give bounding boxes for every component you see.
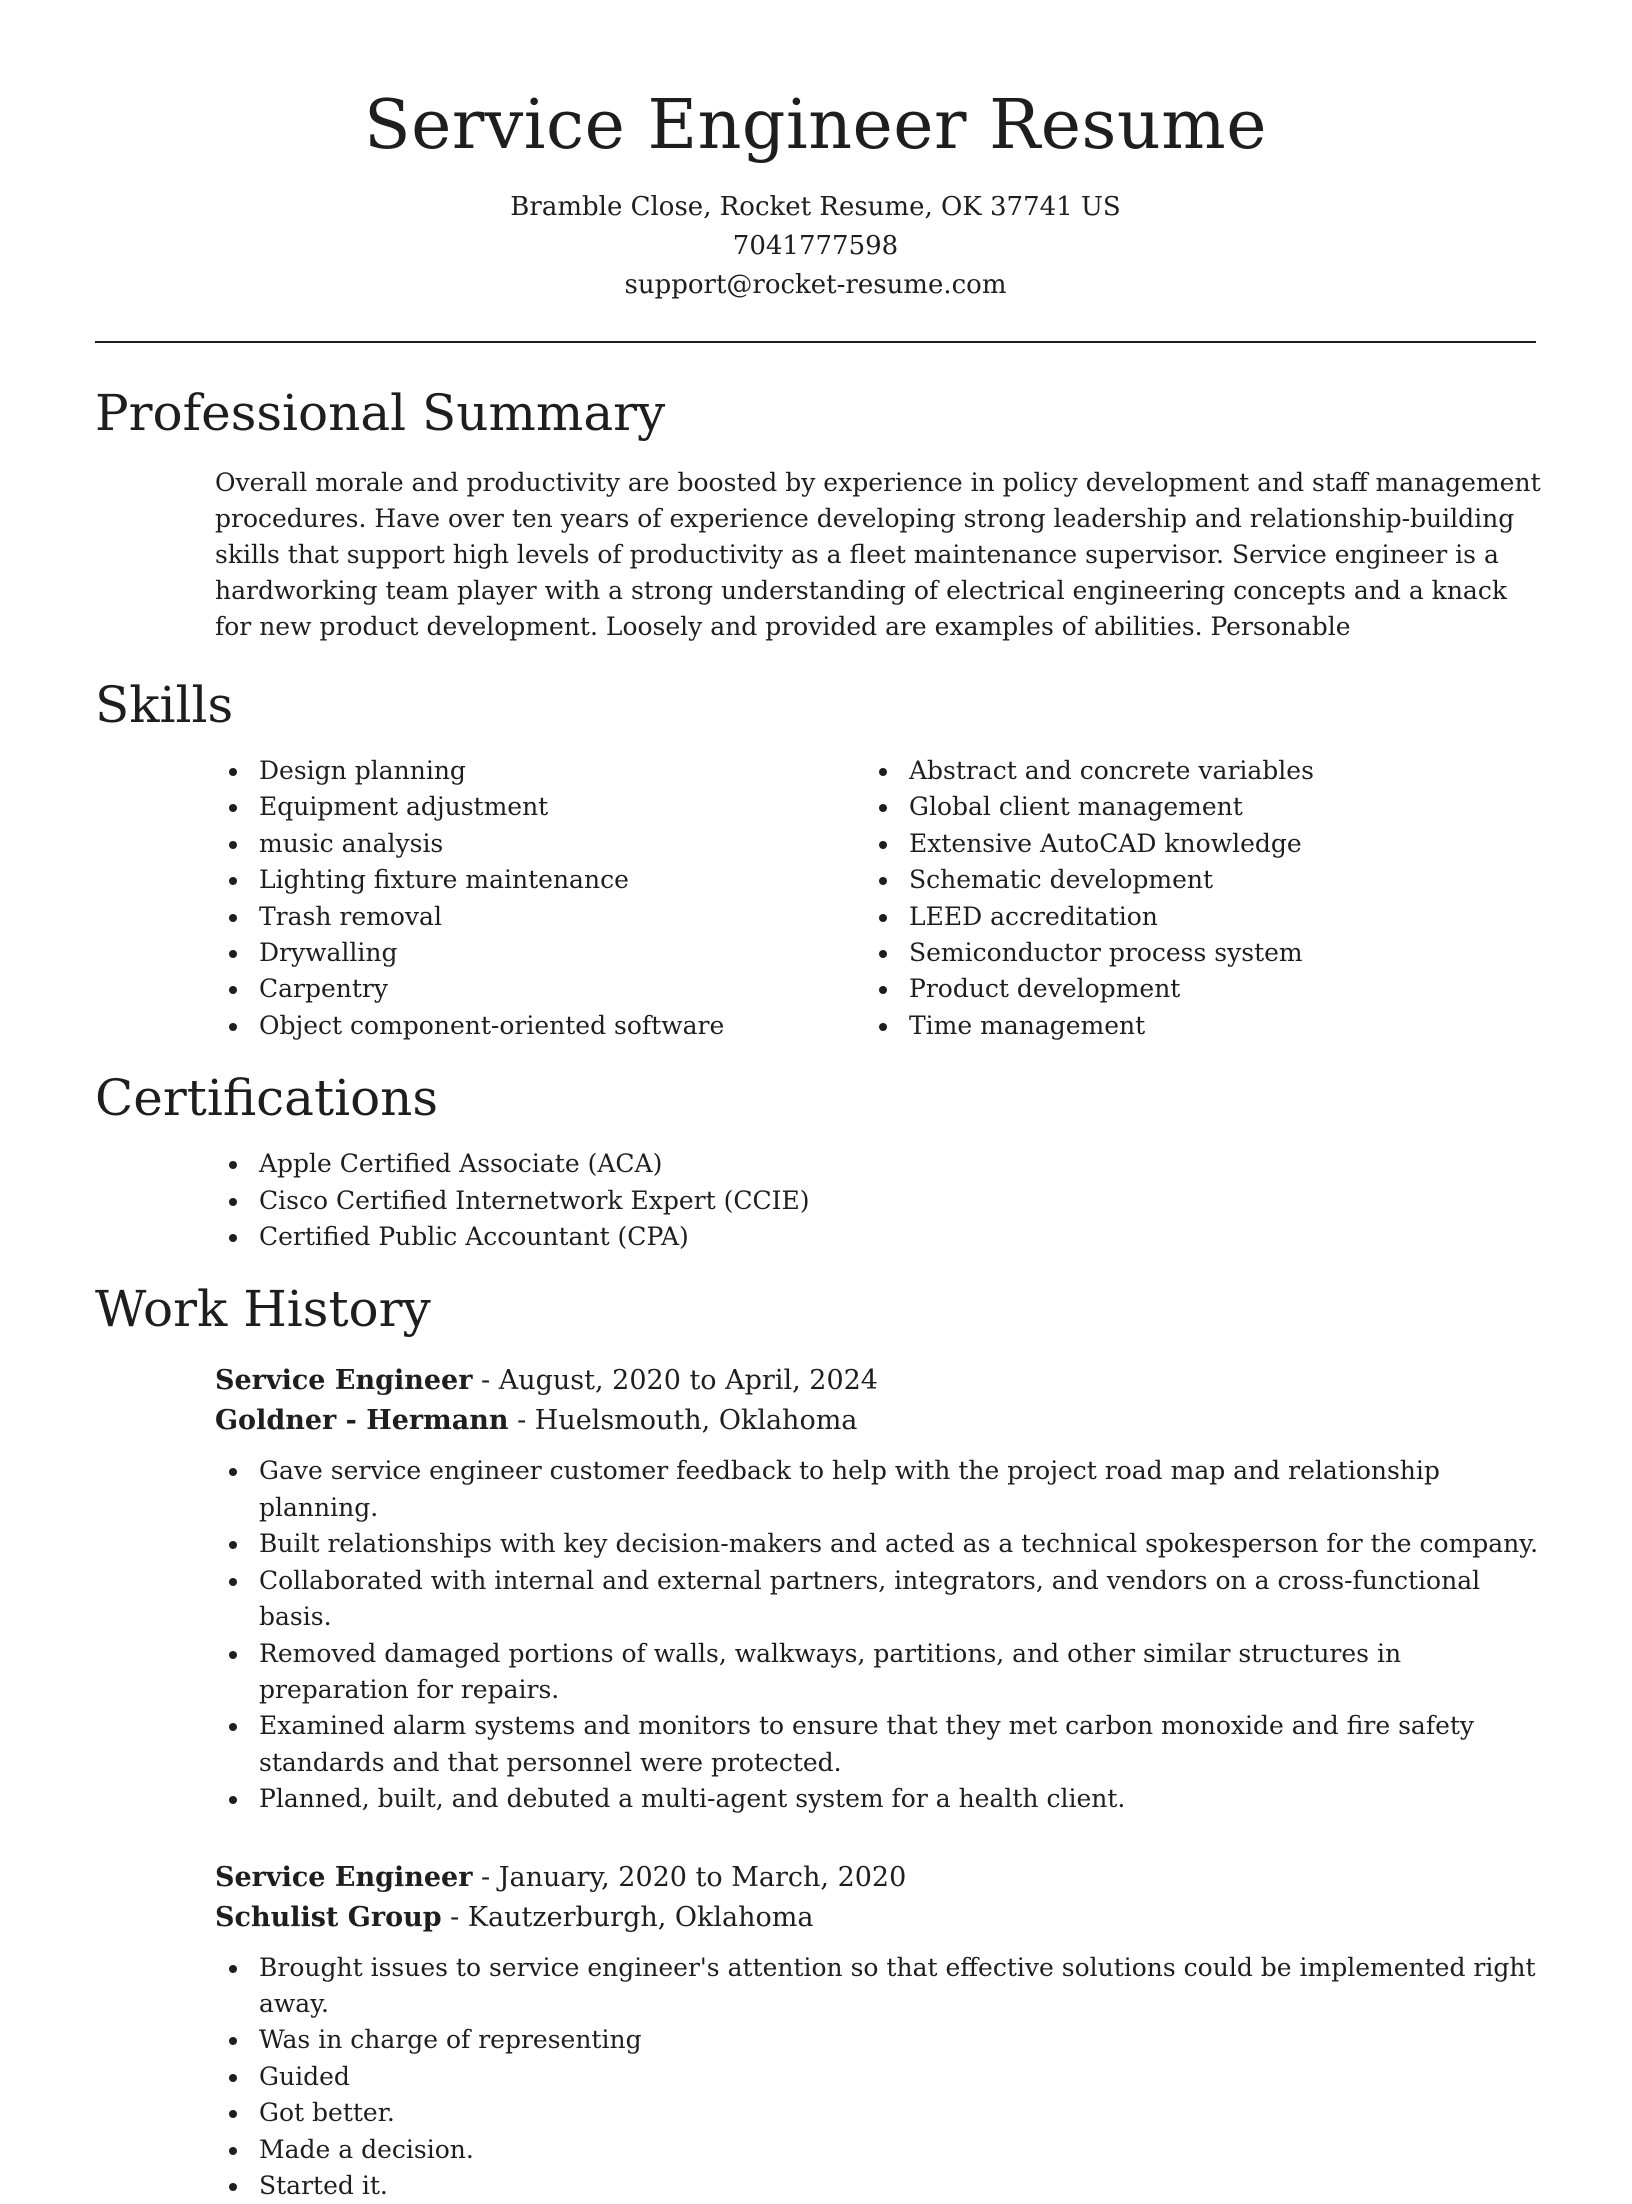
job-company-line: [215, 1898, 1536, 1938]
certifications-list: [215, 1146, 1536, 1255]
job-bullet: Got better.: [215, 2095, 1545, 2131]
bullet-icon: [229, 1651, 237, 1659]
skill-item: Time management: [865, 1008, 1515, 1044]
skill-item: Extensive AutoCAD knowledge: [865, 826, 1515, 862]
bullet-icon: [879, 950, 887, 958]
bullet-icon: [229, 1541, 237, 1549]
job-location: - Huelsmouth, Oklahoma: [508, 1405, 858, 1437]
bullet-icon: [879, 768, 887, 776]
contact-address: Bramble Close, Rocket Resume, OK 37741 US: [510, 192, 1121, 222]
job-dates: - January, 2020 to March, 2020: [472, 1861, 907, 1893]
contact-phone: 7041777598: [732, 231, 899, 261]
bullet-icon: [229, 2037, 237, 2045]
job-title-line: [215, 1858, 1536, 1898]
skill-item: LEED accreditation: [865, 899, 1515, 935]
job-bullet: Examined alarm systems and monitors to ensure that they met carbon monoxide and fire safety standards and that personnel were protected.: [215, 1708, 1545, 1781]
skills-heading: Skills: [95, 676, 234, 734]
certification-item: Cisco Certified Internetwork Expert (CCIE): [215, 1183, 1536, 1219]
bullet-icon: [229, 1578, 237, 1586]
skill-item: Semiconductor process system: [865, 935, 1515, 971]
skill-item: Global client management: [865, 789, 1515, 825]
contact-email: support@rocket-resume.com: [624, 270, 1007, 300]
resume-title: Service Engineer Resume: [364, 86, 1267, 165]
job-bullet: Removed damaged portions of walls, walkways, partitions, and other similar structures in preparation for repairs.: [215, 1636, 1545, 1709]
job-entry: [215, 1361, 1539, 1817]
bullet-icon: [229, 2147, 237, 2155]
job-bullet: Brought issues to service engineer's attention so that effective solutions could be implemented right away.: [215, 1950, 1545, 2023]
skill-item: Drywalling: [215, 935, 865, 971]
job-company: Schulist Group: [215, 1901, 442, 1933]
bullet-icon: [229, 804, 237, 812]
skills-column-left: [215, 753, 865, 1044]
bullet-icon: [229, 914, 237, 922]
job-company: Goldner - Hermann: [215, 1405, 509, 1437]
bullet-icon: [879, 877, 887, 885]
certification-item: Apple Certified Associate (ACA): [215, 1146, 1536, 1182]
job-bullet: Planned, built, and debuted a multi-agent system for a health client.: [215, 1781, 1545, 1817]
job-bullets: [215, 1950, 1545, 2204]
bullet-icon: [229, 1723, 237, 1731]
bullet-icon: [229, 1965, 237, 1973]
skill-item: Product development: [865, 971, 1515, 1007]
bullet-icon: [229, 877, 237, 885]
job-bullet: Started it.: [215, 2168, 1545, 2204]
bullet-icon: [229, 1023, 237, 1031]
skill-item: music analysis: [215, 826, 865, 862]
skill-item: Carpentry: [215, 971, 865, 1007]
job-company-line: [215, 1401, 1536, 1441]
job-bullet: Gave service engineer customer feedback to help with the project road map and relationship planning.: [215, 1453, 1545, 1526]
job-bullets: [215, 1453, 1545, 1817]
bullet-icon: [229, 1161, 237, 1169]
skill-item: Equipment adjustment: [215, 789, 865, 825]
job-bullet: Collaborated with internal and external partners, integrators, and vendors on a cross-functional basis.: [215, 1563, 1545, 1636]
skills-column-right: [865, 753, 1515, 1044]
job-bullet: Made a decision.: [215, 2132, 1545, 2168]
work-history-heading: Work History: [95, 1280, 431, 1339]
skill-item: Design planning: [215, 753, 865, 789]
bullet-icon: [879, 804, 887, 812]
bullet-icon: [229, 2110, 237, 2118]
skill-item: Lighting fixture maintenance: [215, 862, 865, 898]
bullet-icon: [879, 1023, 887, 1031]
bullet-icon: [229, 2183, 237, 2191]
bullet-icon: [229, 841, 237, 849]
certifications-heading: Certifications: [95, 1069, 439, 1128]
bullet-icon: [229, 1796, 237, 1804]
bullet-icon: [229, 1468, 237, 1476]
job-role: Service Engineer: [215, 1365, 473, 1397]
job-bullet: Built relationships with key decision-makers and acted as a technical spokesperson for the company.: [215, 1526, 1545, 1562]
job-dates: - August, 2020 to April, 2024: [472, 1365, 878, 1397]
summary-text: Overall morale and productivity are boosted by experience in policy development and staff management procedures. Have over ten years of experience developing strong leadership and relationship-building skills that support high levels of productivity as a fleet maintenance supervisor. Service engineer is a hardworking team player with a strong understanding of electrical engineering concepts and a knack for new product development. Loosely and provided are examples of abilities. Personable: [215, 468, 1541, 641]
summary-heading: Professional Summary: [95, 384, 666, 442]
skill-item: Object component-oriented software: [215, 1008, 865, 1044]
header-divider: [95, 341, 1536, 343]
skill-item: Trash removal: [215, 899, 865, 935]
skills-columns: [215, 753, 1536, 1044]
bullet-icon: [229, 2074, 237, 2082]
job-location: - Kautzerburgh, Oklahoma: [441, 1901, 814, 1933]
skill-item: Abstract and concrete variables: [865, 753, 1515, 789]
job-bullet: Was in charge of representing: [215, 2022, 1545, 2058]
certification-item: Certified Public Accountant (CPA): [215, 1219, 1536, 1255]
job-role: Service Engineer: [215, 1861, 473, 1893]
bullet-icon: [229, 950, 237, 958]
bullet-icon: [229, 768, 237, 776]
bullet-icon: [879, 841, 887, 849]
bullet-icon: [879, 914, 887, 922]
skill-item: Schematic development: [865, 862, 1515, 898]
bullet-icon: [229, 1198, 237, 1206]
bullet-icon: [229, 1234, 237, 1242]
resume-page: [95, 80, 1541, 2204]
resume-header: [95, 80, 1536, 305]
job-bullet: Guided: [215, 2059, 1545, 2095]
bullet-icon: [879, 986, 887, 994]
job-entry: [215, 1858, 1536, 2204]
job-title-line: [215, 1361, 1536, 1401]
contact-block: [95, 188, 1536, 305]
bullet-icon: [229, 986, 237, 994]
